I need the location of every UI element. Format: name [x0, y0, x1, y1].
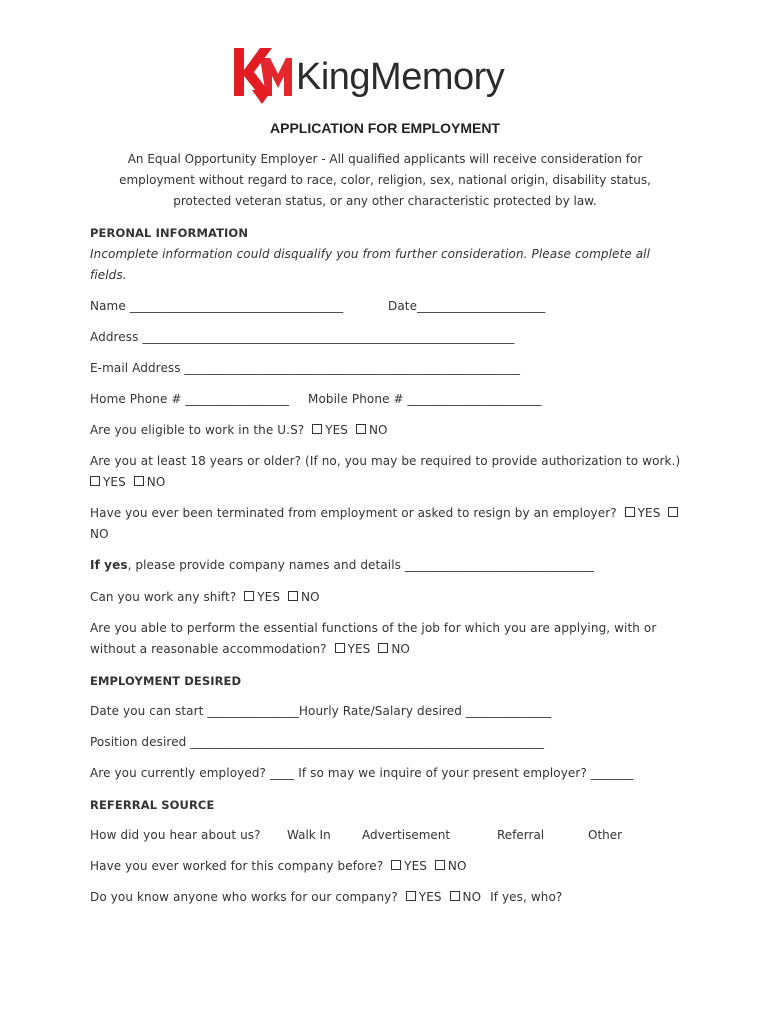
referral-option-other[interactable]: Other: [588, 828, 623, 842]
page-title: APPLICATION FOR EMPLOYMENT: [270, 120, 500, 136]
mobile-phone-field[interactable]: Mobile Phone # ______________________: [308, 392, 542, 406]
address-field[interactable]: Address _____________________________________________________________: [90, 330, 515, 344]
worked-before-question: [90, 859, 467, 873]
referral-option-advertisement[interactable]: Advertisement: [362, 828, 451, 842]
perform-no-label: NO: [391, 642, 410, 656]
worked-no-label: NO: [447, 859, 467, 873]
referral-option-walk-in[interactable]: Walk In: [287, 828, 331, 842]
shift-question: [90, 590, 320, 604]
email-field[interactable]: E-mail Address _______________________________________________________: [90, 361, 521, 375]
shift-no-label: NO: [301, 590, 320, 604]
perform-yes-checkbox[interactable]: [335, 643, 345, 653]
worked-no-checkbox[interactable]: [435, 860, 445, 870]
terminated-question: [90, 506, 681, 520]
company-logo: [230, 44, 550, 106]
know-anyone-text: Do you know anyone who works for our company?: [90, 890, 398, 904]
name-field[interactable]: Name ___________________________________: [90, 299, 344, 313]
eligible-yes-label: YES: [325, 423, 349, 437]
personal-info-note-1: Incomplete information could disqualify you from further consideration. Please complete all: [90, 247, 651, 261]
date-field[interactable]: Date_____________________: [388, 299, 546, 313]
currently-employed-field[interactable]: Are you currently employed? ____ If so may we inquire of your present employer? _______: [90, 766, 634, 780]
shift-yes-checkbox[interactable]: [244, 591, 254, 601]
age-options: [86, 475, 165, 489]
if-yes-who-label: If yes, who?: [490, 890, 563, 904]
worked-yes-checkbox[interactable]: [391, 860, 401, 870]
shift-question-text: Can you work any shift?: [90, 590, 237, 604]
perform-question: [90, 642, 410, 656]
terminated-yes-checkbox[interactable]: [625, 507, 635, 517]
terminated-yes-label: YES: [637, 506, 661, 520]
intro-line-1: An Equal Opportunity Employer - All qualified applicants will receive consideration for: [127, 152, 643, 166]
perform-yes-label: YES: [347, 642, 371, 656]
eligible-no-label: NO: [368, 423, 388, 437]
km-logo-mark: [230, 44, 294, 106]
position-desired-field[interactable]: Position desired __________________________________________________________: [90, 735, 545, 749]
start-date-rate-field[interactable]: Date you can start _______________Hourly Rate/Salary desired ______________: [90, 704, 552, 718]
know-no-checkbox[interactable]: [450, 891, 460, 901]
employment-desired-heading: EMPLOYMENT DESIRED: [90, 674, 242, 688]
referral-option-referral[interactable]: Referral: [497, 828, 545, 842]
know-yes-checkbox[interactable]: [406, 891, 416, 901]
eligible-yes-checkbox[interactable]: [312, 424, 322, 434]
intro-line-2: employment without regard to race, color, religion, sex, national origin, disability status,: [119, 173, 651, 187]
worked-yes-label: YES: [404, 859, 427, 873]
perform-question-line-2: without a reasonable accommodation?: [90, 642, 327, 656]
shift-yes-label: YES: [257, 590, 281, 604]
if-yes-details-text: , please provide company names and details _______________________________: [127, 558, 595, 572]
if-yes-details-field[interactable]: [90, 558, 594, 572]
logo-brand-text: KingMemory: [296, 56, 505, 98]
eligible-question: [90, 423, 388, 437]
age-yes-checkbox[interactable]: [90, 476, 100, 486]
know-no-label: NO: [462, 890, 482, 904]
age-no-label: NO: [146, 475, 166, 489]
terminated-no-label: NO: [90, 527, 109, 541]
shift-no-checkbox[interactable]: [288, 591, 298, 601]
eligible-no-checkbox[interactable]: [356, 424, 366, 434]
referral-source-heading: REFERRAL SOURCE: [90, 798, 215, 812]
age-yes-label: YES: [103, 475, 126, 489]
personal-info-heading: PERONAL INFORMATION: [90, 226, 249, 240]
eligible-question-text: Are you eligible to work in the U.S?: [90, 423, 305, 437]
worked-before-text: Have you ever worked for this company before?: [90, 859, 384, 873]
know-yes-label: YES: [418, 890, 442, 904]
terminated-question-text: Have you ever been terminated from employment or asked to resign by an employer?: [90, 506, 617, 520]
personal-info-note-2: fields.: [90, 268, 127, 282]
age-question-text: Are you at least 18 years or older? (If no, you may be required to provide authorization to work.): [90, 454, 681, 468]
referral-question: How did you hear about us?: [90, 828, 261, 842]
terminated-no-checkbox[interactable]: [668, 507, 678, 517]
perform-question-line-1: Are you able to perform the essential functions of the job for which you are applying, with or: [90, 621, 657, 635]
home-phone-field[interactable]: Home Phone # _________________: [90, 392, 290, 406]
age-no-checkbox[interactable]: [134, 476, 144, 486]
intro-line-3: protected veteran status, or any other characteristic protected by law.: [173, 194, 597, 208]
know-anyone-question: [90, 890, 562, 904]
if-yes-label: If yes: [90, 558, 128, 572]
perform-no-checkbox[interactable]: [378, 643, 388, 653]
